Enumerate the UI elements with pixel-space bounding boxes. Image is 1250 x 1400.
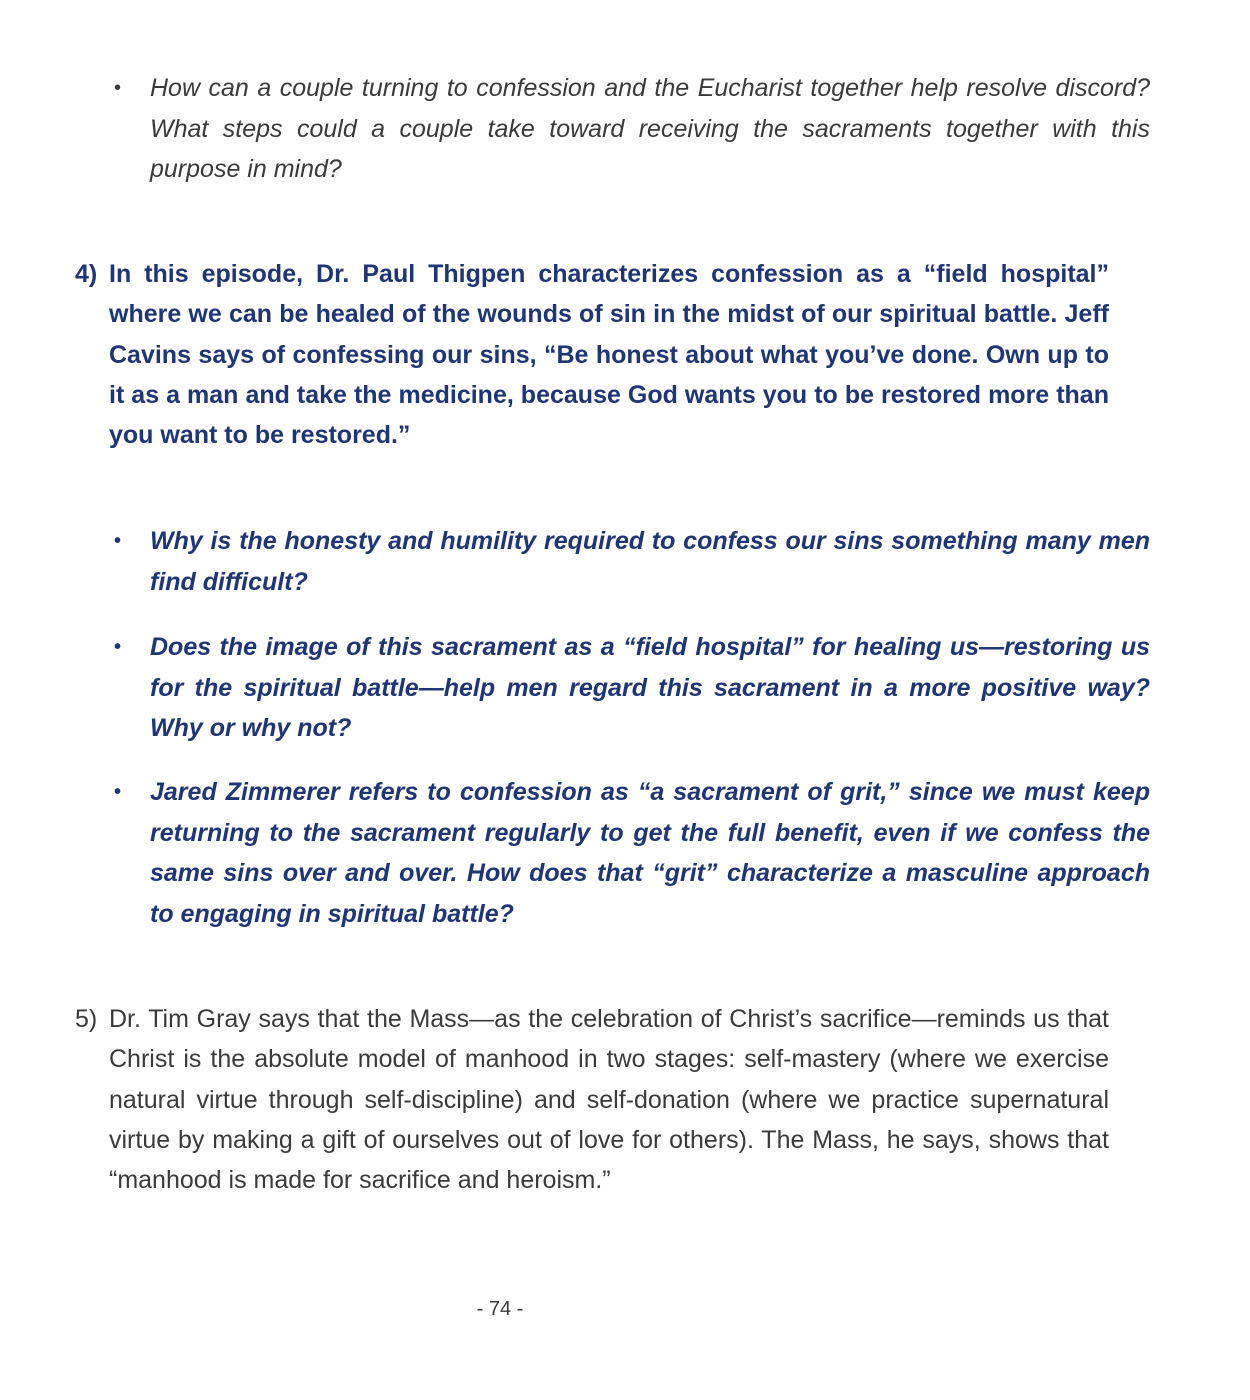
question-number: 5) (75, 1005, 98, 1033)
question-text: Dr. Tim Gray says that the Mass—as the celebration of Christ’s sacrifice—reminds us that Christ is the absolute model of manhood in two stages: self-mastery (where we exercise natural virtue through self-discipline) and self-donation (where we practice supernatural virtue by making a gift of ourselves out of love for others). The Mass, he says, shows that “manhood is made for sacrifice and heroism.” (109, 1005, 1109, 1195)
question-5 (0, 999, 1209, 1200)
bullet-text: Does the image of this sacrament as a “field hospital” for healing us—restoring us for the spiritual battle—help men regard this sacrament in a more positive way? Why or why not? (150, 633, 1150, 742)
bullet-text: Jared Zimmerer refers to confession as “a sacrament of grit,” since we must keep returning to the sacrament regularly to get the full benefit, even if we confess the same sins over and over. How does that “grit” characterize a masculine approach to engaging in spiritual battle? (150, 778, 1150, 928)
question-4-bullet (0, 772, 1250, 934)
bullet-text: Why is the honesty and humility required to confess our sins something many men find difficult? (150, 527, 1150, 596)
question-number: 4) (75, 260, 98, 288)
bullet-marker: • (114, 77, 122, 99)
question-text: In this episode, Dr. Paul Thigpen characterizes confession as a “field hospital” where we can be healed of the wounds of sin in the midst of our spiritual battle. Jeff Cavins says of confessing our sins, “Be honest about what you’ve done. Own up to it as a man and take the medicine, because God wants you to be restored more than you want to be restored.” (109, 260, 1109, 450)
question-4 (0, 254, 1209, 455)
bullet-marker: • (114, 530, 122, 552)
question-4-bullet (0, 627, 1250, 749)
bullet-marker: • (114, 781, 122, 803)
question-4-bullet (0, 521, 1250, 602)
discussion-bullet (0, 68, 1250, 190)
bullet-text: How can a couple turning to confession and the Eucharist together help resolve discord? What steps could a couple take toward receiving the sacraments together with this purpose in mind? (150, 74, 1150, 183)
bullet-marker: • (114, 636, 122, 658)
page-number: - 74 - (476, 1298, 524, 1320)
